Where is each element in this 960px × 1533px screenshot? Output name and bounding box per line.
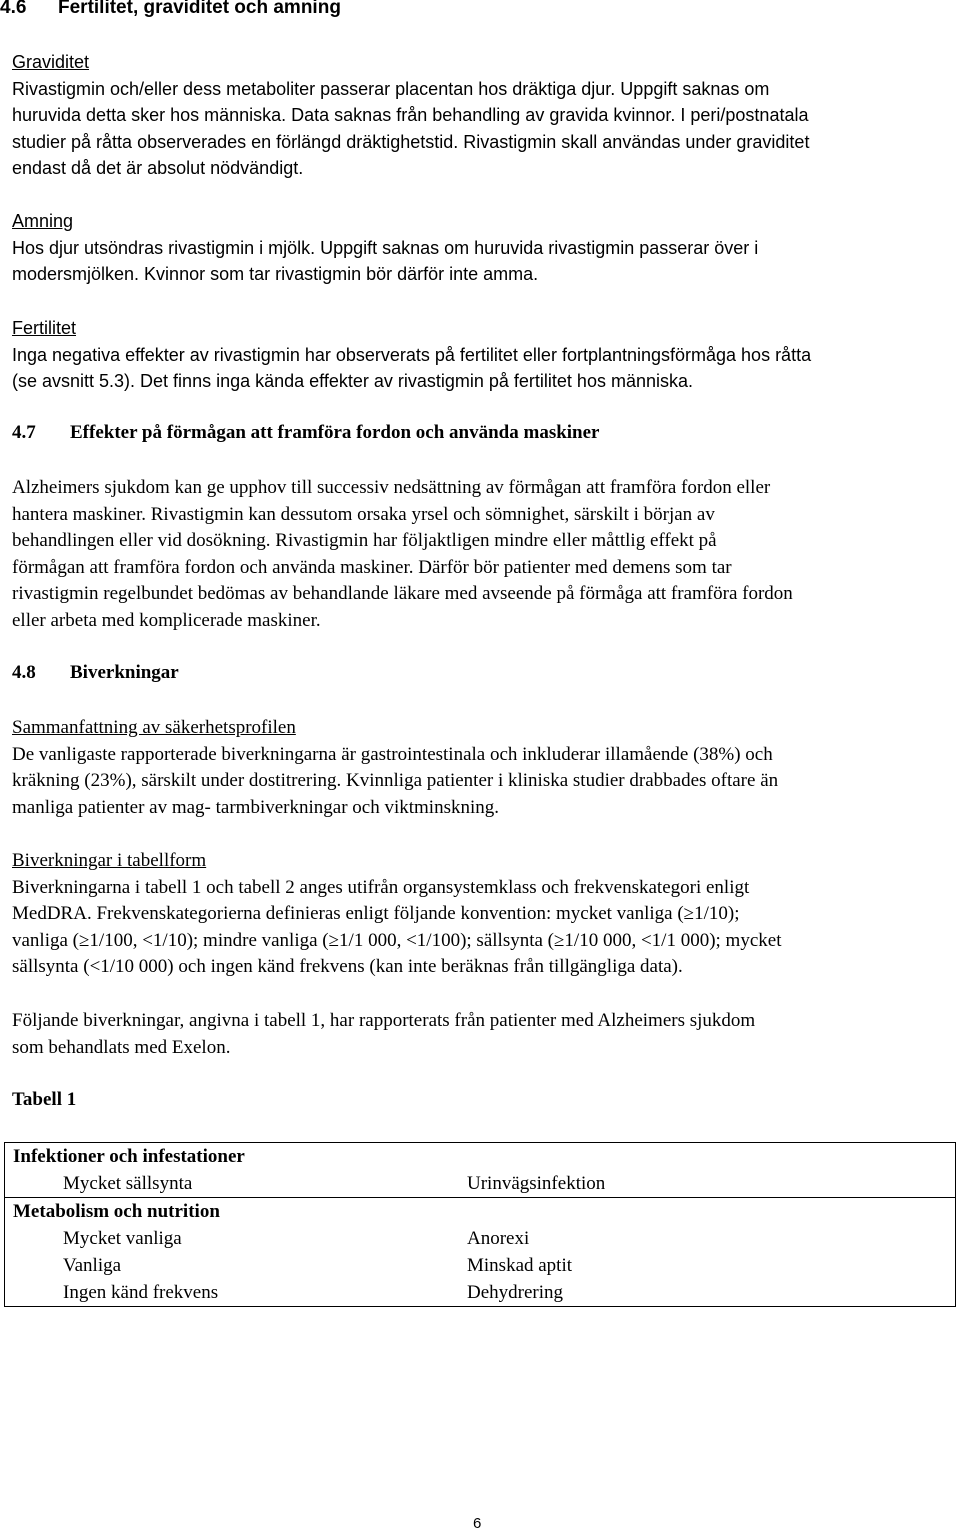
table-label: Tabell 1	[12, 1089, 77, 1110]
effect-cell: Minskad aptit	[467, 1255, 573, 1276]
section-number: 4.8	[12, 662, 36, 683]
table-row	[5, 1170, 956, 1198]
text-line: eller arbeta med komplicerade maskiner.	[12, 609, 321, 631]
graviditet-block	[12, 49, 947, 182]
following-text	[12, 1008, 947, 1061]
section-title: Effekter på förmågan att framföra fordon och använda maskiner	[70, 422, 600, 443]
amning-block	[12, 208, 947, 288]
text-line: Rivastigmin och/eller dess metaboliter passerar placentan hos dräktiga djur. Uppgift saknas om	[12, 78, 770, 99]
text-line: Inga negativa effekter av rivastigmin har observerats på fertilitet eller fortplantningsförmåga hos råtta	[12, 344, 812, 365]
text-line: förmågan att framföra fordon och använda maskiner. Därför bör patienter med demens som tar	[12, 556, 732, 578]
text-line: Biverkningarna i tabell 1 och tabell 2 anges utifrån organsystemklass och frekvenskategori enligt	[12, 876, 750, 898]
section-title: Fertilitet, graviditet och amning	[58, 0, 341, 18]
frequency-cell: Ingen känd frekvens	[63, 1282, 219, 1303]
text-line: kräkning (23%), särskilt under dostitrering. Kvinnliga patienter i kliniska studier drabbades oftare än	[12, 770, 779, 791]
text-line: sällsynta (<1/10 000) och ingen känd frekvens (kan inte beräknas från tillgängliga data).	[12, 956, 683, 977]
text-line: Hos djur utsöndras rivastigmin i mjölk. Uppgift saknas om huruvida rivastigmin passerar över i	[12, 237, 759, 258]
table-form-block	[12, 848, 947, 981]
text-line: manliga patienter av mag- tarmbiverkningar och viktminskning.	[12, 796, 500, 818]
page-number: 6	[473, 1515, 482, 1532]
section-4-6-heading	[0, 0, 341, 19]
table-row	[5, 1225, 956, 1252]
effect-cell: Anorexi	[467, 1228, 530, 1249]
effect-cell: Dehydrering	[467, 1282, 564, 1303]
text-line: De vanligaste rapporterade biverkningarna är gastrointestinala och inkluderar illamående (38%) och	[12, 743, 773, 765]
section-4-8-heading	[12, 662, 179, 684]
text-line: vanliga (≥1/100, <1/10); mindre vanliga (≥1/1 000, <1/100); sällsynta (≥1/10 000, <1/1 000); mycket	[12, 929, 782, 951]
section-number: 4.7	[12, 422, 36, 443]
section-number: 4.6	[0, 0, 27, 18]
text-line: som behandlats med Exelon.	[12, 1036, 231, 1058]
soc-header: Metabolism och nutrition	[5, 1198, 956, 1226]
fertilitet-block	[12, 315, 947, 395]
frequency-cell: Vanliga	[63, 1255, 122, 1276]
table-group-header	[5, 1143, 956, 1171]
graviditet-subheading: Graviditet	[12, 52, 90, 72]
section-title: Biverkningar	[70, 662, 179, 683]
text-line: Följande biverkningar, angivna i tabell 1, har rapporterats från patienter med Alzheimers sjukdom	[12, 1010, 756, 1031]
soc-header: Infektioner och infestationer	[5, 1143, 956, 1171]
effect-cell: Urinvägsinfektion	[467, 1173, 606, 1194]
table-row	[5, 1252, 956, 1279]
text-line: MedDRA. Frekvenskategorierna definieras enligt följande konvention: mycket vanliga (≥1/10);	[12, 903, 740, 924]
text-line: endast då det är absolut nödvändigt.	[12, 158, 304, 178]
table-form-subheading: Biverkningar i tabellform	[12, 850, 207, 871]
text-line: hantera maskiner. Rivastigmin kan dessutom orsaka yrsel och sömnighet, särskilt i början av	[12, 503, 715, 525]
text-line: huruvida detta sker hos människa. Data saknas från behandling av gravida kvinnor. I peri/postnatala	[12, 105, 809, 125]
summary-block	[12, 715, 947, 821]
text-line: rivastigmin regelbundet bedömas av behandlande läkare med avseende på förmåga att framföra fordon	[12, 583, 793, 604]
summary-subheading: Sammanfattning av säkerhetsprofilen	[12, 717, 296, 738]
adverse-reactions-table	[4, 1142, 956, 1307]
frequency-cell: Mycket vanliga	[63, 1228, 182, 1249]
text-line: Alzheimers sjukdom kan ge upphov till successiv nedsättning av förmågan att framföra fordon eller	[12, 477, 771, 498]
section-4-7-text	[12, 475, 947, 634]
amning-subheading: Amning	[12, 211, 74, 231]
table-group-header	[5, 1198, 956, 1226]
text-line: (se avsnitt 5.3). Det finns inga kända effekter av rivastigmin på fertilitet hos människa.	[12, 371, 693, 391]
fertilitet-subheading: Fertilitet	[12, 318, 77, 338]
frequency-cell: Mycket sällsynta	[63, 1173, 193, 1194]
table-row	[5, 1279, 956, 1307]
text-line: modersmjölken. Kvinnor som tar rivastigmin bör därför inte amma.	[12, 264, 539, 284]
text-line: behandlingen eller vid dosökning. Rivastigmin har följaktligen mindre eller måttlig effekt på	[12, 530, 717, 551]
section-4-7-heading	[12, 422, 600, 444]
text-line: studier på råtta observerades en förlängd dräktighetstid. Rivastigmin skall användas under graviditet	[12, 131, 810, 152]
